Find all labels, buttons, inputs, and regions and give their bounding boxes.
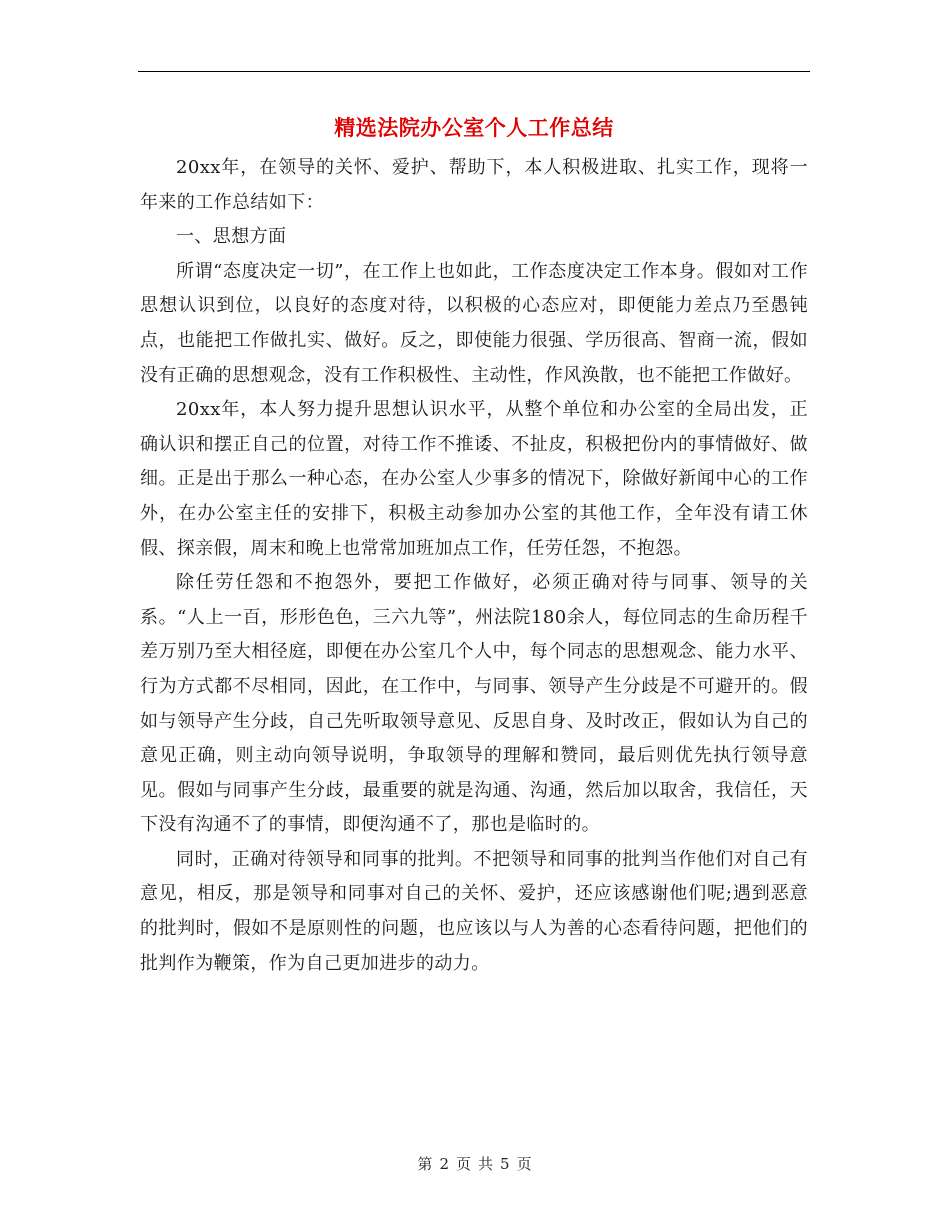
paragraph-improvement: 20xx年，本人努力提升思想认识水平，从整个单位和办公室的全局出发，正确认识和摆正自己的位置，对待工作不推诿、不扯皮，积极把份内的事情做好、做细。正是出于那么一种心态，在办公室人少事多的情况下，除做好新闻中心的工作外，在办公室主任的安排下，积极主动参加办公室的其他工作，全年没有请工休假、探亲假，周末和晚上也常常加班加点工作，任劳任怨，不抱怨。 (140, 399, 808, 559)
paragraph-attitude: 所谓“态度决定一切”，在工作上也如此，工作态度决定工作本身。假如对工作思想认识到位，以良好的态度对待，以积极的心态应对，即便能力差点乃至愚钝点，也能把工作做扎实、做好。反之，即使能力很强、学历很高、智商一流，假如没有正确的思想观念，没有工作积极性、主动性，作风涣散，也不能把工作做好。 (140, 260, 808, 386)
footer-total-word: 共 (478, 1155, 495, 1173)
paragraph-criticism: 同时，正确对待领导和同事的批判。不把领导和同事的批判当作他们对自己有意见，相反，那是领导和同事对自己的关怀、爱护，还应该感谢他们呢;遇到恶意的批判时，假如不是原则性的问题，也应该以与人为善的心态看待问题，把他们的批判作为鞭策，作为自己更加进步的动力。 (140, 848, 808, 974)
footer-prefix: 第 (417, 1155, 434, 1173)
footer-current-page: 2 (439, 1155, 450, 1173)
paragraph-intro: 20xx年，在领导的关怀、爱护、帮助下，本人积极进取、扎实工作，现将一年来的工作总结如下： (140, 157, 808, 213)
footer-suffix: 页 (516, 1155, 533, 1173)
footer-total-pages: 5 (500, 1155, 511, 1173)
footer-page-word: 页 (455, 1155, 472, 1173)
document-title: 精选法院办公室个人工作总结 (334, 115, 614, 140)
header-rule (138, 71, 810, 72)
document-body (140, 151, 808, 981)
section-heading-thought: 一、思想方面 (176, 226, 287, 248)
page-footer (0, 1153, 950, 1174)
paragraph-relationships: 除任劳任怨和不抱怨外，要把工作做好，必须正确对待与同事、领导的关系。“人上一百，形形色色，三六九等”，州法院180余人，每位同志的生命历程千差万别乃至大相径庭，即便在办公室几个人中，每个同志的思想观念、能力水平、行为方式都不尽相同，因此，在工作中，与同事、领导产生分歧是不可避开的。假如与领导产生分歧，自己先听取领导意见、反思自身、及时改正，假如认为自己的意见正确，则主动向领导说明，争取领导的理解和赞同，最后则优先执行领导意见。假如与同事产生分歧，最重要的就是沟通、沟通，然后加以取舍，我信任，天下没有沟通不了的事情，即便沟通不了，那也是临时的。 (140, 572, 808, 836)
